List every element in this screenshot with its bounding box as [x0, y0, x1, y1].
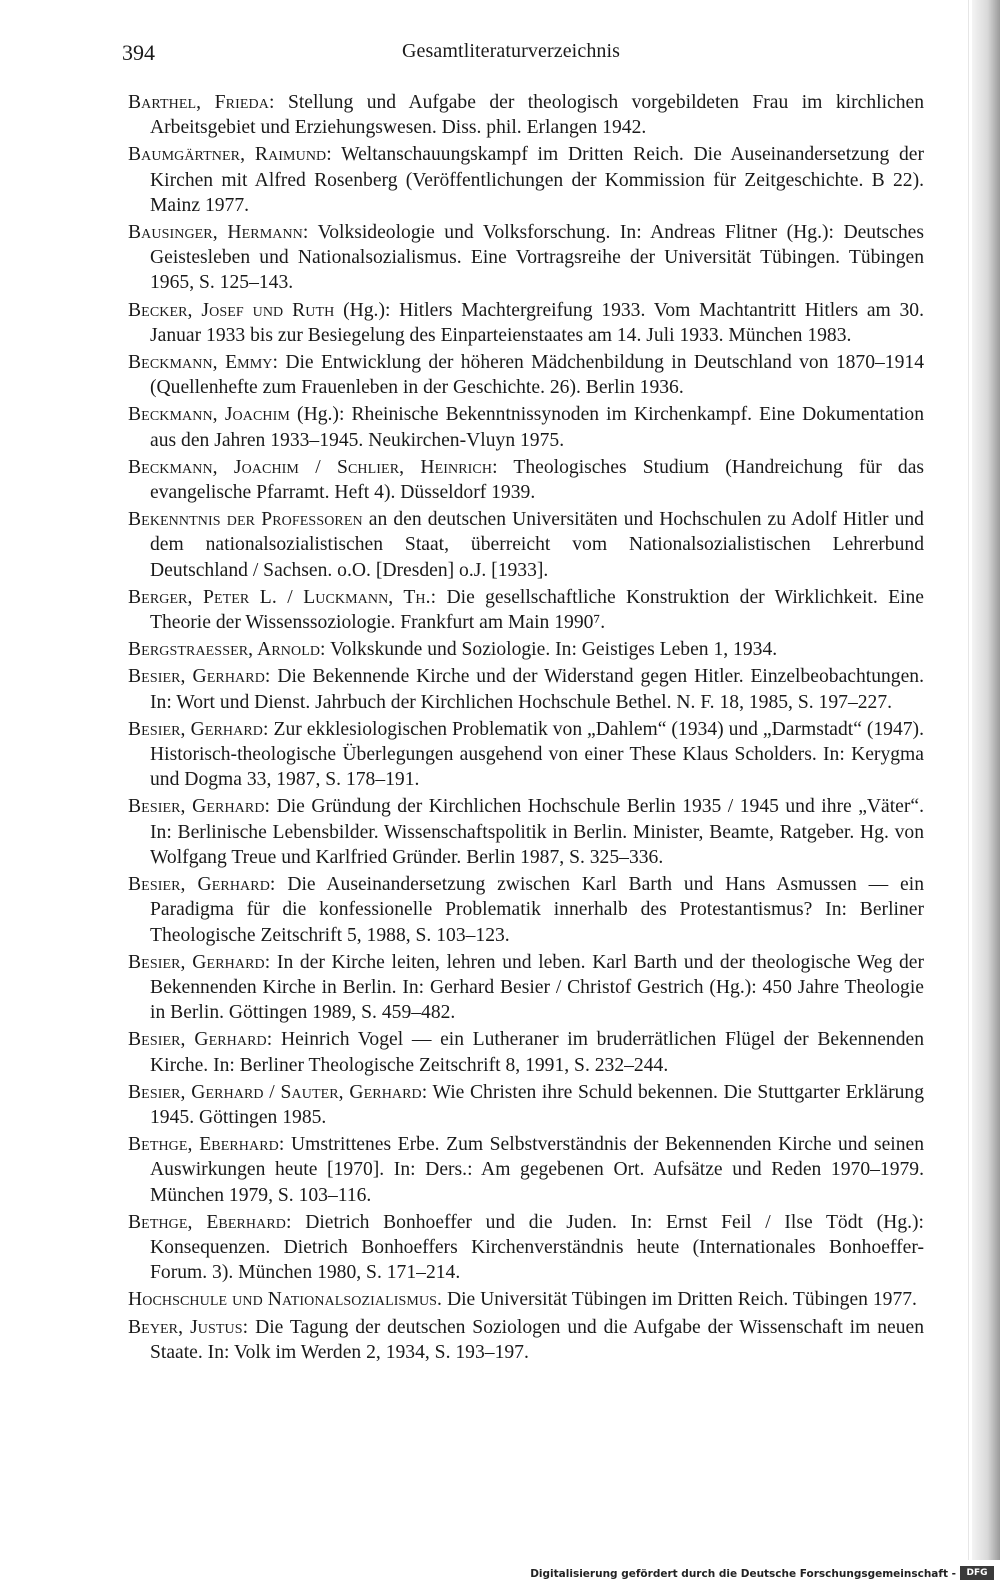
entry-author: Besier, Gerhard: — [128, 666, 271, 688]
entry-text: Volksideologie und Volksforschung. In: Andreas Flitner (Hg.): Deutsches Geistesleben und Nationalsozialismus. Eine Vortragsreihe der Universität Tübingen. Tübingen 1965, S. 125–143. — [150, 222, 924, 294]
dfg-logo: DFG — [960, 1566, 994, 1580]
entry-text: Dietrich Bonhoeffer und die Juden. In: Ernst Feil / Ilse Tödt (Hg.): Konsequenzen. Dietrich Bonhoeffers Kirchenverständnis heute (Internationales Bonhoeffer-Forum. 3). München 1980, S. 171–214. — [150, 1211, 924, 1284]
entry-text: Wie Christen ihre Schuld bekennen. Die Stuttgarter Erklärung 1945. Göttingen 1985. — [150, 1081, 924, 1128]
entry-author: Hochschule und Nationalsozialismus. — [128, 1289, 443, 1311]
entry-author: Beckmann, Joachim / Schlier, Heinrich: — [128, 456, 498, 478]
entry-author: Besier, Gerhard: — [128, 1029, 273, 1051]
page-edge-shadow — [972, 0, 1000, 1560]
bibliography-entry — [128, 142, 924, 218]
entry-text: (Hg.): Hitlers Machtergreifung 1933. Vom Machtantritt Hitlers am 30. Januar 1933 bis zur Besiegelung des Einparteienstaates am 14. Juli 1933. München 1983. — [150, 299, 924, 346]
entry-text: Die Universität Tübingen im Dritten Reich. Tübingen 1977. — [442, 1289, 917, 1311]
bibliography-entry — [128, 1315, 924, 1365]
entry-text: Weltanschauungskampf im Dritten Reich. Die Auseinandersetzung der Kirchen mit Alfred Rosenberg (Veröffentlichungen der Kommission für Zeitgeschichte. B 22). Mainz 1977. — [150, 144, 925, 216]
bibliography-entry — [128, 402, 924, 452]
entry-author: Beyer, Justus: — [128, 1316, 249, 1338]
entry-text: Die Gründung der Kirchlichen Hochschule Berlin 1935 / 1945 und ihre „Väter“. In: Berlinische Lebensbilder. Wissenschaftspolitik in Berlin. Minister, Beamte, Ratgeber. Hg. von Wolfgang Treue und Karlfried Gründer. Berlin 1987, S. 325–336. — [150, 796, 924, 868]
entry-author: Berger, Peter L. / Luckmann, Th.: — [128, 586, 437, 608]
entry-author: Beckmann, Joachim — [128, 404, 290, 426]
entry-text: Volkskunde und Soziologie. In: Geistiges Leben 1, 1934. — [325, 639, 778, 661]
bibliography-entry — [128, 455, 924, 505]
entry-author: Besier, Gerhard: — [128, 951, 271, 973]
page-edge-line — [968, 0, 969, 1560]
bibliography-entry — [128, 664, 924, 714]
entry-author: Bethge, Eberhard: — [128, 1211, 292, 1233]
entry-text: In der Kirche leiten, lehren und leben. Karl Barth und der theologische Weg der Bekennenden Kirche in Berlin. In: Gerhard Besier / Christof Gestrich (Hg.): 450 Jahre Theologie in Berlin. Göttingen 1989, S. 459–482. — [150, 951, 924, 1024]
entry-text: Die Tagung der deutschen Soziologen und die Aufgabe der Wissenschaft im neuen Staate. In: Volk im Werden 2, 1934, S. 193–197. — [150, 1316, 925, 1363]
entry-author: Beckmann, Emmy: — [128, 352, 278, 374]
bibliography-entry — [128, 585, 924, 635]
bibliography-entry — [128, 637, 924, 662]
bibliography-entry — [128, 1287, 924, 1312]
entry-author: Becker, Josef und Ruth — [128, 299, 335, 321]
bibliography-entry — [128, 350, 924, 400]
entry-text: Die gesellschaftliche Konstruktion der Wirklichkeit. Eine Theorie der Wissenssoziologie. Frankfurt am Main 1990⁷. — [150, 586, 924, 634]
bibliography-entry — [128, 872, 924, 948]
entry-text: Die Auseinandersetzung zwischen Karl Barth und Hans Asmussen — ein Paradigma für die konfessionelle Problematik innerhalb des Protestantismus? In: Berliner Theologische Zeitschrift 5, 1988, S. 103–123. — [150, 874, 924, 946]
entry-text: Umstrittenes Erbe. Zum Selbstverständnis der Bekennenden Kirche und seinen Auswirkungen heute [1970]. In: Ders.: Am gegebenen Ort. Aufsätze und Reden 1970–1979. München 1979, S. 103–116. — [150, 1134, 924, 1206]
bibliography-entry — [128, 1210, 924, 1286]
entry-text: (Hg.): Rheinische Bekenntnissynoden im Kirchenkampf. Eine Dokumentation aus den Jahren 1933–1945. Neukirchen-Vluyn 1975. — [150, 404, 924, 451]
entry-text: Die Entwicklung der höheren Mädchenbildung in Deutschland von 1870–1914 (Quellenhefte zum Frauenleben in der Geschichte. 26). Berlin 1936. — [150, 352, 924, 399]
running-title: Gesamtliteraturverzeichnis — [402, 40, 621, 62]
bibliography-entry — [128, 90, 924, 140]
entry-author: Besier, Gerhard / Sauter, Gerhard: — [128, 1081, 428, 1103]
entry-author: Baumgärtner, Raimund: — [128, 144, 332, 166]
bibliography-entry — [128, 220, 924, 296]
bibliography-entry — [128, 507, 924, 583]
page-header — [112, 40, 940, 74]
entry-text: Zur ekklesiologischen Problematik von „Dahlem“ (1934) und „Darmstadt“ (1947). Historisch-theologische Überlegungen ausgehend von einer These Klaus Scholders. In: Kerygma und Dogma 33, 1987, S. 178–191. — [150, 718, 924, 791]
bibliography-entry — [128, 1080, 924, 1130]
page-number: 394 — [122, 40, 155, 65]
bibliography-entry — [128, 794, 924, 870]
entry-text: an den deutschen Universitäten und Hochschulen zu Adolf Hitler und dem nationalsozialistischen Staat, überreicht vom Nationalsozialistischen Lehrerbund Deutschland / Sachsen. o.O. [Dresden] o.J. [1933]. — [150, 509, 924, 581]
entry-text: Theologisches Studium (Handreichung für das evangelische Pfarramt. Heft 4). Düsseldorf 1939. — [150, 456, 925, 504]
entry-text: Heinrich Vogel — ein Lutheraner im bruderrätlichen Flügel der Bekennenden Kirche. In: Berliner Theologische Zeitschrift 8, 1991, S. 232–244. — [150, 1029, 924, 1076]
entry-text: Stellung und Aufgabe der theologisch vorgebildeten Frau im kirchlichen Arbeitsgebiet und Erziehungswesen. Diss. phil. Erlangen 1942. — [150, 92, 924, 139]
entry-author: Besier, Gerhard: — [128, 796, 271, 818]
entry-author: Bergstraesser, Arnold: — [128, 639, 326, 661]
digitization-footer — [0, 1561, 1000, 1583]
bibliography-entry — [128, 717, 924, 793]
entry-author: Bausinger, Hermann: — [128, 222, 309, 244]
bibliography-entry — [128, 1027, 924, 1077]
entry-author: Besier, Gerhard: — [128, 718, 269, 740]
bibliography-entry — [128, 298, 924, 348]
bibliography-entry — [128, 950, 924, 1026]
entry-author: Bethge, Eberhard: — [128, 1134, 285, 1156]
entry-author: Bekenntnis der Professoren — [128, 509, 363, 531]
entry-author: Besier, Gerhard: — [128, 874, 276, 896]
entry-text: Die Bekennende Kirche und der Widerstand gegen Hitler. Einzelbeobachtungen. In: Wort und Dienst. Jahrbuch der Kirchlichen Hochschule Bethel. N. F. 18, 1985, S. 197–227. — [150, 666, 924, 713]
bibliography-list — [128, 90, 924, 1367]
bibliography-entry — [128, 1132, 924, 1208]
entry-author: Barthel, Frieda: — [128, 92, 275, 113]
funding-credit: Digitalisierung gefördert durch die Deutsche Forschungsgemeinschaft - — [530, 1568, 956, 1580]
